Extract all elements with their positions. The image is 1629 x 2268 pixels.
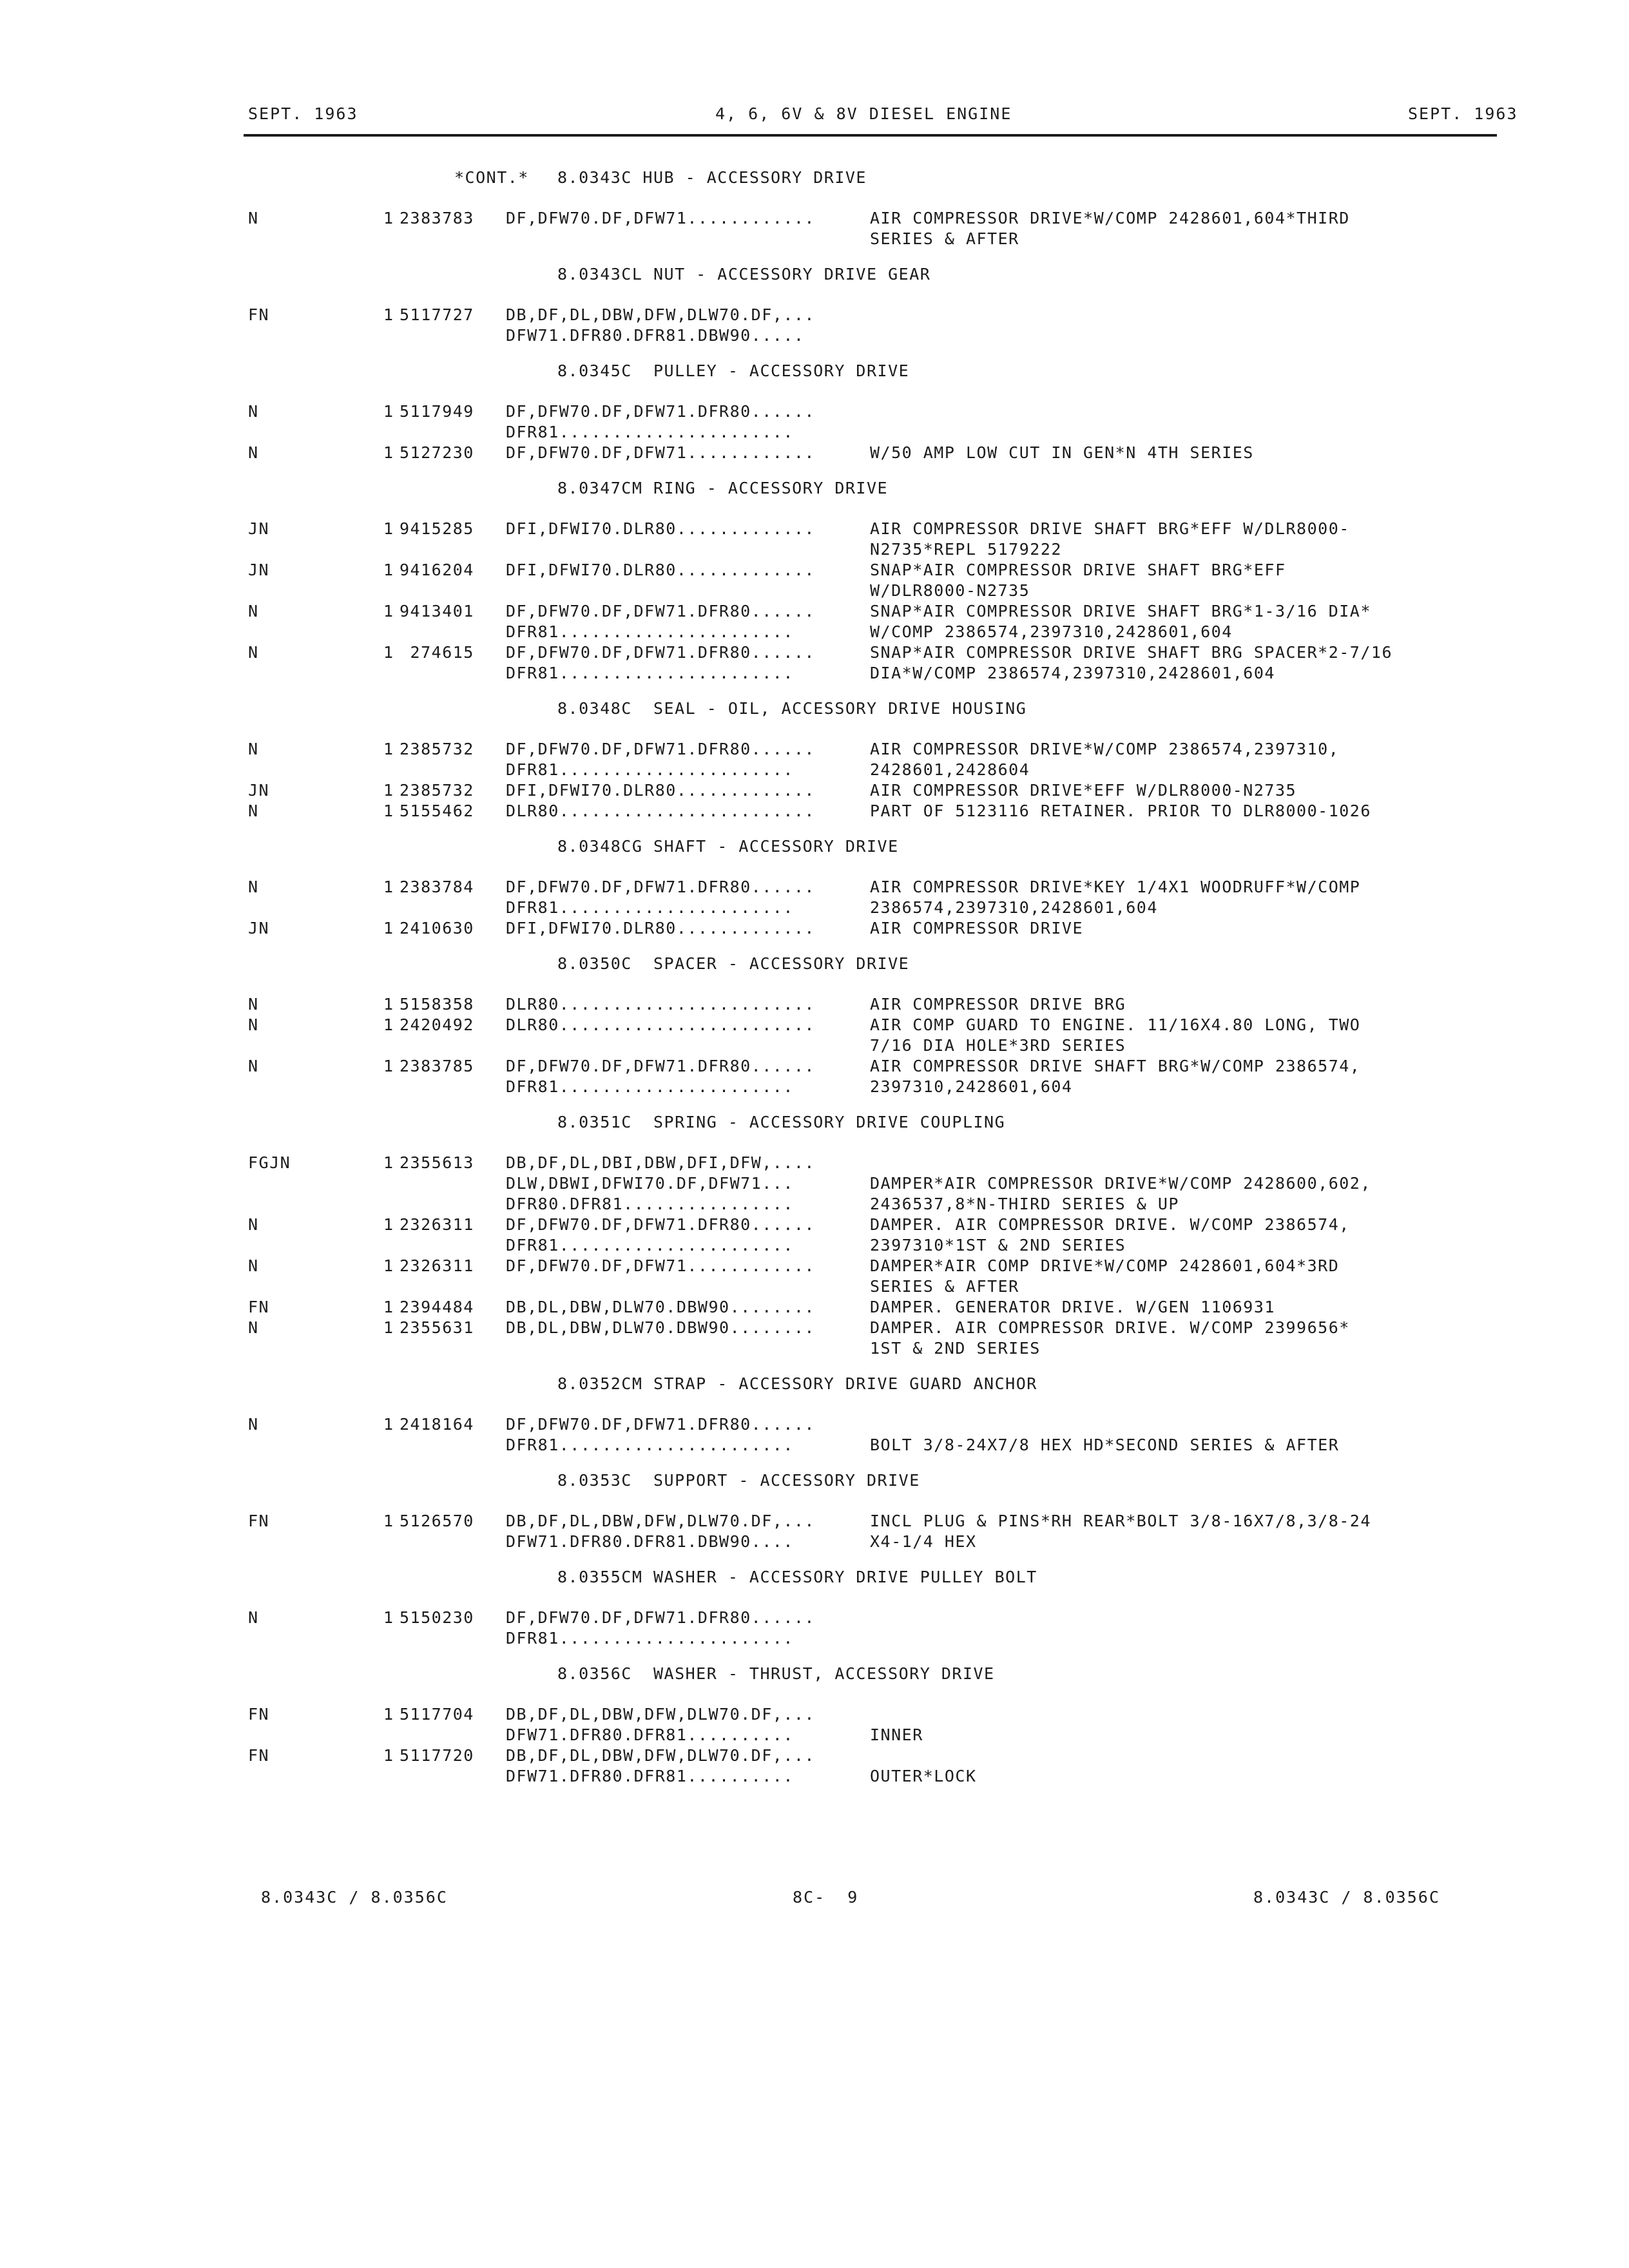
footer-range-left: 8.0343C / 8.0356C (261, 1888, 448, 1907)
part-entry-continuation (0, 622, 1629, 642)
part-entry-continuation (0, 581, 1629, 601)
part-entry-continuation (0, 1077, 1629, 1097)
applicable-models: DF,DFW70.DF,DFW71.DFR80...... (506, 602, 815, 620)
section-spacer (0, 499, 1629, 519)
section-spacer (0, 857, 1629, 877)
part-remarks: W/50 AMP LOW CUT IN GEN*N 4TH SERIES (870, 443, 1254, 462)
part-entry-continuation (0, 1035, 1629, 1056)
section-block (0, 836, 1629, 954)
applicable-models: DF,DFW70.DF,DFW71.DFR80...... (506, 1608, 815, 1627)
quantity: 1 (383, 561, 394, 579)
model-code: N (248, 209, 259, 227)
part-entry-continuation (0, 1532, 1629, 1552)
section-spacer (0, 1588, 1629, 1608)
section-spacer (0, 1552, 1629, 1567)
part-remarks: DAMPER*AIR COMP DRIVE*W/COMP 2428601,604*3RD (870, 1256, 1340, 1275)
section-title-row (0, 836, 1629, 857)
parts-list (0, 168, 1629, 1787)
part-remarks: 2397310*1ST & 2ND SERIES (870, 1236, 1126, 1254)
section-spacer (0, 974, 1629, 994)
part-remarks: AIR COMP GUARD TO ENGINE. 11/16X4.80 LONG, TWO (870, 1015, 1361, 1034)
model-code: N (248, 1318, 259, 1337)
applicable-models: DFW71.DFR80.DFR81.DBW90.... (506, 1532, 794, 1551)
section-title: 8.0348CG SHAFT - ACCESSORY DRIVE (557, 837, 899, 856)
model-code: FN (248, 1705, 270, 1724)
applicable-models: DB,DF,DL,DBW,DFW,DLW70.DF,... (506, 1512, 815, 1530)
section-spacer (0, 1684, 1629, 1704)
quantity: 1 (383, 1318, 394, 1337)
applicable-models: DB,DF,DL,DBW,DFW,DLW70.DF,... (506, 1746, 815, 1765)
applicable-models: DB,DL,DBW,DLW70.DBW90........ (506, 1298, 815, 1316)
part-remarks: SNAP*AIR COMPRESSOR DRIVE SHAFT BRG*EFF (870, 561, 1286, 579)
part-entry-row (0, 642, 1629, 663)
applicable-models: DF,DFW70.DF,DFW71.DFR80...... (506, 1215, 815, 1234)
footer-range-right: 8.0343C / 8.0356C (1253, 1888, 1440, 1907)
part-entry-row (0, 1318, 1629, 1338)
part-remarks: INNER (870, 1725, 923, 1744)
part-remarks: AIR COMPRESSOR DRIVE*W/COMP 2428601,604*THIRD (870, 209, 1350, 227)
applicable-models: DF,DFW70.DF,DFW71.DFR80...... (506, 1057, 815, 1075)
part-number: 2383784 (400, 878, 474, 896)
model-code: N (248, 1057, 259, 1075)
applicable-models: DB,DL,DBW,DLW70.DBW90........ (506, 1318, 815, 1337)
section-spacer (0, 1133, 1629, 1153)
part-number: 9416204 (400, 561, 474, 579)
applicable-models: DFR81...................... (506, 898, 794, 917)
section-title-row (0, 361, 1629, 381)
part-entry-continuation (0, 898, 1629, 918)
part-entry-continuation (0, 1173, 1629, 1194)
applicable-models: DFR80.DFR81................ (506, 1195, 794, 1213)
applicable-models: DLR80........................ (506, 802, 815, 820)
quantity: 1 (383, 305, 394, 324)
part-entry-row (0, 801, 1629, 822)
model-code: N (248, 740, 259, 758)
quantity: 1 (383, 1608, 394, 1627)
applicable-models: DFW71.DFR80.DFR81.DBW90..... (506, 326, 805, 345)
part-entry-row (0, 877, 1629, 898)
applicable-models: DB,DF,DL,DBW,DFW,DLW70.DF,... (506, 1705, 815, 1724)
model-code: N (248, 643, 259, 662)
part-remarks: 7/16 DIA HOLE*3RD SERIES (870, 1036, 1126, 1055)
part-number: 5158358 (400, 995, 474, 1014)
section-spacer (0, 684, 1629, 698)
part-entry-continuation (0, 325, 1629, 346)
applicable-models: DF,DFW70.DF,DFW71............ (506, 443, 815, 462)
model-code: N (248, 995, 259, 1014)
section-spacer (0, 188, 1629, 208)
quantity: 1 (383, 443, 394, 462)
section-title-row (0, 698, 1629, 719)
applicable-models: DFR81...................... (506, 1629, 794, 1648)
applicable-models: DLW,DBWI,DFWI70.DF,DFW71... (506, 1174, 794, 1193)
part-number: 2385732 (400, 781, 474, 800)
applicable-models: DFI,DFWI70.DLR80............. (506, 919, 815, 937)
model-code: N (248, 1415, 259, 1434)
part-entry-continuation (0, 1276, 1629, 1297)
part-number: 5117720 (400, 1746, 474, 1765)
applicable-models: DFR81...................... (506, 423, 794, 441)
section-title-row (0, 264, 1629, 285)
quantity: 1 (383, 802, 394, 820)
model-code: N (248, 443, 259, 462)
part-remarks: PART OF 5123116 RETAINER. PRIOR TO DLR8000-1026 (870, 802, 1371, 820)
applicable-models: DFR81...................... (506, 760, 794, 779)
applicable-models: DF,DFW70.DF,DFW71............ (506, 1256, 815, 1275)
part-number: 9415285 (400, 519, 474, 538)
part-entry-row (0, 994, 1629, 1015)
quantity: 1 (383, 402, 394, 421)
model-code: FN (248, 1512, 270, 1530)
part-remarks: W/DLR8000-N2735 (870, 581, 1030, 600)
applicable-models: DFW71.DFR80.DFR81.......... (506, 1767, 794, 1785)
part-remarks: AIR COMPRESSOR DRIVE BRG (870, 995, 1126, 1014)
part-entry-row (0, 1153, 1629, 1173)
section-title: 8.0348C SEAL - OIL, ACCESSORY DRIVE HOUSING (557, 699, 1027, 718)
section-title-row (0, 1567, 1629, 1588)
section-block (0, 1374, 1629, 1470)
section-block (0, 168, 1629, 264)
section-spacer (0, 719, 1629, 739)
part-entry-continuation (0, 1435, 1629, 1456)
header-date-right: SEPT. 1963 (1408, 104, 1518, 123)
part-entry-row (0, 1608, 1629, 1628)
quantity: 1 (383, 995, 394, 1014)
quantity: 1 (383, 1015, 394, 1034)
header-date-left: SEPT. 1963 (248, 104, 358, 123)
section-spacer (0, 1097, 1629, 1112)
quantity: 1 (383, 209, 394, 227)
part-number: 9413401 (400, 602, 474, 620)
page-number: 8C- 9 (793, 1888, 859, 1907)
quantity: 1 (383, 1057, 394, 1075)
part-remarks: DAMPER. AIR COMPRESSOR DRIVE. W/COMP 2399656* (870, 1318, 1350, 1337)
section-block (0, 954, 1629, 1112)
section-spacer (0, 1649, 1629, 1664)
part-number: 5127230 (400, 443, 474, 462)
section-title-row (0, 1664, 1629, 1684)
part-number: 2326311 (400, 1215, 474, 1234)
quantity: 1 (383, 1705, 394, 1724)
part-remarks: SNAP*AIR COMPRESSOR DRIVE SHAFT BRG*1-3/16 DIA* (870, 602, 1371, 620)
part-entry-row (0, 1297, 1629, 1318)
applicable-models: DFI,DFWI70.DLR80............. (506, 781, 815, 800)
applicable-models: DFR81...................... (506, 664, 794, 682)
section-title: 8.0345C PULLEY - ACCESSORY DRIVE (557, 361, 910, 380)
model-code: N (248, 602, 259, 620)
section-block (0, 1567, 1629, 1664)
section-spacer (0, 1394, 1629, 1414)
part-remarks: 1ST & 2ND SERIES (870, 1339, 1041, 1358)
part-entry-row (0, 560, 1629, 581)
applicable-models: DFR81...................... (506, 1436, 794, 1454)
quantity: 1 (383, 1256, 394, 1275)
quantity: 1 (383, 1512, 394, 1530)
applicable-models: DF,DFW70.DF,DFW71.DFR80...... (506, 878, 815, 896)
applicable-models: DF,DFW70.DF,DFW71.DFR80...... (506, 1415, 815, 1434)
part-remarks: 2397310,2428601,604 (870, 1077, 1073, 1096)
model-code: FN (248, 305, 270, 324)
model-code: N (248, 1608, 259, 1627)
part-entry-row (0, 1056, 1629, 1077)
section-spacer (0, 822, 1629, 836)
section-spacer (0, 1359, 1629, 1374)
section-spacer (0, 939, 1629, 954)
part-number: 5126570 (400, 1512, 474, 1530)
part-entry-continuation (0, 422, 1629, 443)
part-remarks: DAMPER. GENERATOR DRIVE. W/GEN 1106931 (870, 1298, 1275, 1316)
section-title-row (0, 954, 1629, 974)
section-title: 8.0343C HUB - ACCESSORY DRIVE (557, 168, 867, 187)
quantity: 1 (383, 1298, 394, 1316)
part-entry-row (0, 519, 1629, 539)
part-number: 5150230 (400, 1608, 474, 1627)
part-number: 2420492 (400, 1015, 474, 1034)
model-code: JN (248, 561, 270, 579)
quantity: 1 (383, 1215, 394, 1234)
part-number: 2410630 (400, 919, 474, 937)
section-spacer (0, 285, 1629, 305)
part-number: 2355631 (400, 1318, 474, 1337)
part-remarks: DAMPER*AIR COMPRESSOR DRIVE*W/COMP 2428600,602, (870, 1174, 1371, 1193)
section-title-row (0, 478, 1629, 499)
model-code: FN (248, 1298, 270, 1316)
part-number: 5117704 (400, 1705, 474, 1724)
section-title: 8.0351C SPRING - ACCESSORY DRIVE COUPLING (557, 1113, 1006, 1131)
part-entry-continuation (0, 1628, 1629, 1649)
model-code: N (248, 1215, 259, 1234)
quantity: 1 (383, 602, 394, 620)
applicable-models: DF,DFW70.DF,DFW71.DFR80...... (506, 740, 815, 758)
section-title: 8.0353C SUPPORT - ACCESSORY DRIVE (557, 1471, 920, 1490)
model-code: N (248, 1256, 259, 1275)
part-number: 2418164 (400, 1415, 474, 1434)
section-spacer (0, 249, 1629, 264)
section-spacer (0, 381, 1629, 401)
part-number: 2326311 (400, 1256, 474, 1275)
part-number: 5155462 (400, 802, 474, 820)
applicable-models: DF,DFW70.DF,DFW71.DFR80...... (506, 643, 815, 662)
part-remarks: BOLT 3/8-24X7/8 HEX HD*SECOND SERIES & AFTER (870, 1436, 1340, 1454)
part-entry-continuation (0, 1766, 1629, 1787)
section-title: 8.0352CM STRAP - ACCESSORY DRIVE GUARD ANCHOR (557, 1374, 1037, 1393)
part-entry-row (0, 1511, 1629, 1532)
part-remarks: W/COMP 2386574,2397310,2428601,604 (870, 622, 1233, 641)
part-entry-row (0, 443, 1629, 463)
part-remarks: 2436537,8*N-THIRD SERIES & UP (870, 1195, 1179, 1213)
part-entry-continuation (0, 760, 1629, 780)
model-code: N (248, 402, 259, 421)
quantity: 1 (383, 1415, 394, 1434)
applicable-models: DB,DF,DL,DBW,DFW,DLW70.DF,... (506, 305, 815, 324)
part-remarks: OUTER*LOCK (870, 1767, 977, 1785)
part-entry-row (0, 739, 1629, 760)
section-title-row (0, 1470, 1629, 1491)
quantity: 1 (383, 1153, 394, 1172)
model-code: JN (248, 919, 270, 937)
quantity: 1 (383, 781, 394, 800)
model-code: FGJN (248, 1153, 291, 1172)
part-remarks: AIR COMPRESSOR DRIVE SHAFT BRG*W/COMP 2386574, (870, 1057, 1361, 1075)
applicable-models: DB,DF,DL,DBI,DBW,DFI,DFW,.... (506, 1153, 815, 1172)
part-entry-row (0, 601, 1629, 622)
applicable-models: DF,DFW70.DF,DFW71............ (506, 209, 815, 227)
section-block (0, 698, 1629, 836)
model-code: JN (248, 781, 270, 800)
part-number: 2383785 (400, 1057, 474, 1075)
section-title: 8.0355CM WASHER - ACCESSORY DRIVE PULLEY BOLT (557, 1568, 1037, 1586)
part-remarks: X4-1/4 HEX (870, 1532, 977, 1551)
header-rule (244, 134, 1497, 137)
part-remarks: SERIES & AFTER (870, 229, 1019, 248)
part-entry-row (0, 1745, 1629, 1766)
applicable-models: DLR80........................ (506, 1015, 815, 1034)
part-entry-row (0, 1256, 1629, 1276)
section-spacer (0, 346, 1629, 361)
part-remarks: AIR COMPRESSOR DRIVE*EFF W/DLR8000-N2735 (870, 781, 1297, 800)
part-entry-continuation (0, 663, 1629, 684)
part-entry-continuation (0, 1194, 1629, 1215)
quantity: 1 (383, 740, 394, 758)
section-title: 8.0347CM RING - ACCESSORY DRIVE (557, 479, 889, 497)
part-remarks: SERIES & AFTER (870, 1277, 1019, 1296)
section-block (0, 1664, 1629, 1787)
part-remarks: AIR COMPRESSOR DRIVE*KEY 1/4X1 WOODRUFF*W/COMP (870, 878, 1361, 896)
part-remarks: N2735*REPL 5179222 (870, 540, 1062, 559)
continued-marker: *CONT.* (454, 168, 529, 187)
part-remarks: DAMPER. AIR COMPRESSOR DRIVE. W/COMP 2386574, (870, 1215, 1350, 1234)
applicable-models: DFI,DFWI70.DLR80............. (506, 519, 815, 538)
part-entry-row (0, 1015, 1629, 1035)
model-code: JN (248, 519, 270, 538)
part-remarks: DIA*W/COMP 2386574,2397310,2428601,604 (870, 664, 1275, 682)
section-block (0, 361, 1629, 478)
part-entry-row (0, 1414, 1629, 1435)
part-entry-row (0, 208, 1629, 229)
part-entry-row (0, 1704, 1629, 1725)
part-number: 5117727 (400, 305, 474, 324)
section-title-row (0, 1374, 1629, 1394)
part-entry-continuation (0, 1725, 1629, 1745)
part-entry-row (0, 401, 1629, 422)
model-code: N (248, 878, 259, 896)
part-entry-continuation (0, 1338, 1629, 1359)
part-remarks: SNAP*AIR COMPRESSOR DRIVE SHAFT BRG SPACER*2-7/16 (870, 643, 1393, 662)
model-code: N (248, 802, 259, 820)
section-title-row (0, 168, 1629, 188)
part-remarks: 2386574,2397310,2428601,604 (870, 898, 1158, 917)
section-spacer (0, 463, 1629, 478)
quantity: 1 (383, 919, 394, 937)
section-block (0, 1470, 1629, 1567)
part-number: 2383783 (400, 209, 474, 227)
applicable-models: DFR81...................... (506, 622, 794, 641)
part-number: 5117949 (400, 402, 474, 421)
part-remarks: AIR COMPRESSOR DRIVE (870, 919, 1084, 937)
applicable-models: DFR81...................... (506, 1236, 794, 1254)
applicable-models: DFR81...................... (506, 1077, 794, 1096)
model-code: FN (248, 1746, 270, 1765)
part-remarks: 2428601,2428604 (870, 760, 1030, 779)
section-title: 8.0356C WASHER - THRUST, ACCESSORY DRIVE (557, 1664, 995, 1683)
header-title: 4, 6, 6V & 8V DIESEL ENGINE (715, 104, 1012, 123)
section-spacer (0, 1491, 1629, 1511)
applicable-models: DLR80........................ (506, 995, 815, 1014)
section-title: 8.0350C SPACER - ACCESSORY DRIVE (557, 954, 910, 973)
part-remarks: INCL PLUG & PINS*RH REAR*BOLT 3/8-16X7/8,3/8-24 (870, 1512, 1371, 1530)
section-block (0, 478, 1629, 698)
part-entry-row (0, 305, 1629, 325)
part-remarks: AIR COMPRESSOR DRIVE SHAFT BRG*EFF W/DLR8000- (870, 519, 1350, 538)
section-title-row (0, 1112, 1629, 1133)
model-code: N (248, 1015, 259, 1034)
quantity: 1 (383, 519, 394, 538)
part-number: 2355613 (400, 1153, 474, 1172)
part-entry-continuation (0, 229, 1629, 249)
quantity: 1 (383, 643, 394, 662)
section-title: 8.0343CL NUT - ACCESSORY DRIVE GEAR (557, 265, 931, 284)
quantity: 1 (383, 1746, 394, 1765)
part-entry-continuation (0, 539, 1629, 560)
part-entry-continuation (0, 1235, 1629, 1256)
applicable-models: DFI,DFWI70.DLR80............. (506, 561, 815, 579)
section-block (0, 264, 1629, 361)
section-spacer (0, 1456, 1629, 1470)
applicable-models: DF,DFW70.DF,DFW71.DFR80...... (506, 402, 815, 421)
applicable-models: DFW71.DFR80.DFR81.......... (506, 1725, 794, 1744)
part-entry-row (0, 780, 1629, 801)
part-number: 274615 (400, 643, 474, 662)
part-remarks: AIR COMPRESSOR DRIVE*W/COMP 2386574,2397310, (870, 740, 1340, 758)
part-entry-row (0, 918, 1629, 939)
part-number: 2385732 (400, 740, 474, 758)
section-block (0, 1112, 1629, 1374)
part-number: 2394484 (400, 1298, 474, 1316)
part-entry-row (0, 1215, 1629, 1235)
quantity: 1 (383, 878, 394, 896)
